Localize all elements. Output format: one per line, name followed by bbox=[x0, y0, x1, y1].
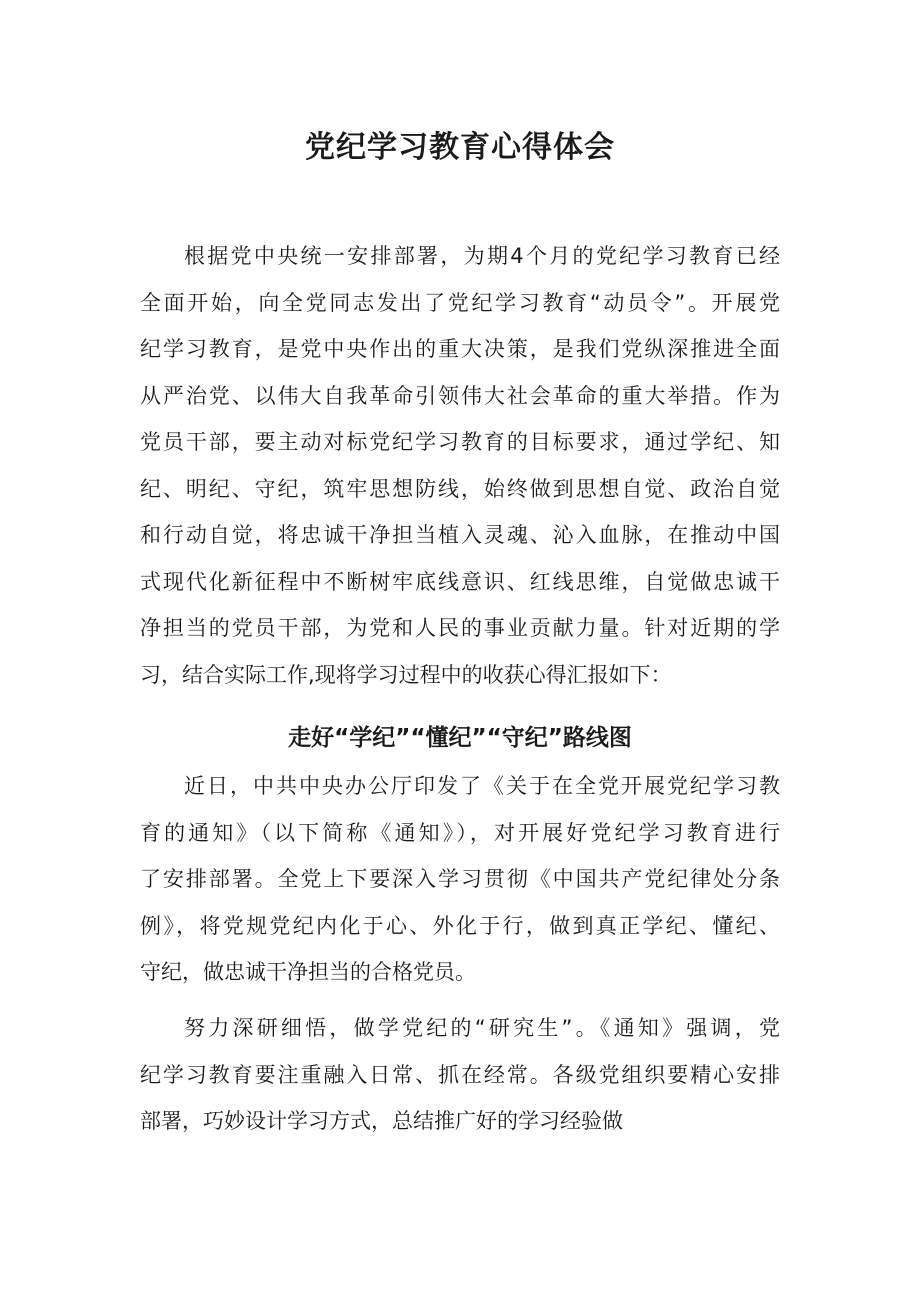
paragraph-line: 纪、明纪、守纪，筑牢思想防线，始终做到思想自觉、政治自觉 bbox=[140, 476, 780, 501]
section-heading: 走好“学纪”“懂纪”“守纪”路线图 bbox=[288, 725, 632, 751]
document-title: 党纪学习教育心得体会 bbox=[305, 130, 615, 165]
paragraph-line: 守纪，做忠诚干净担当的合格党员。 bbox=[140, 960, 476, 984]
paragraph-line: 努力深研细悟，做学党纪的“研究生”。《通知》强调，党 bbox=[184, 1016, 780, 1040]
paragraph-line: 全面开始，向全党同志发出了党纪学习教育“动员令”。开展党 bbox=[140, 290, 780, 315]
paragraph-line: 从严治党、以伟大自我革命引领伟大社会革命的重大举措。作为 bbox=[140, 383, 780, 408]
paragraph-line: 和行动自觉，将忠诚干净担当植入灵魂、沁入血脉，在推动中国 bbox=[140, 523, 780, 547]
paragraph-intro bbox=[140, 233, 780, 698]
paragraph-line: 育的通知》（以下简称《通知》），对开展好党纪学习教育进行 bbox=[140, 820, 780, 845]
paragraph-line: 净担当的党员干部，为党和人民的事业贡献力量。针对近期的学 bbox=[140, 616, 780, 640]
paragraph-line: 习，结合实际工作,现将学习过程中的收获心得汇报如下： bbox=[140, 662, 672, 687]
paragraph-study bbox=[140, 1005, 780, 1145]
paragraph-line: 纪学习教育要注重融入日常、抓在经常。各级党组织要精心安排 bbox=[140, 1062, 780, 1087]
paragraph-line: 部署，巧妙设计学习方式，总结推广好的学习经验做 bbox=[140, 1109, 623, 1133]
paragraph-line: 了安排部署。全党上下要深入学习贯彻《中国共产党纪律处分条 bbox=[140, 867, 780, 891]
paragraph-line: 纪学习教育，是党中央作出的重大决策，是我们党纵深推进全面 bbox=[140, 337, 780, 361]
paragraph-line: 近日，中共中央办公厅印发了《关于在全党开展党纪学习教 bbox=[184, 774, 780, 798]
paragraph-notice bbox=[140, 763, 780, 996]
paragraph-line: 例》，将党规党纪内化于心、外化于行，做到真正学纪、懂纪、 bbox=[140, 913, 780, 938]
paragraph-line: 根据党中央统一安排部署，为期4个月的党纪学习教育已经 bbox=[184, 244, 780, 268]
paragraph-line: 式现代化新征程中不断树牢底线意识、红线思维，自觉做忠诚干 bbox=[140, 569, 780, 594]
paragraph-line: 党员干部，要主动对标党纪学习教育的目标要求，通过学纪、知 bbox=[140, 430, 780, 454]
